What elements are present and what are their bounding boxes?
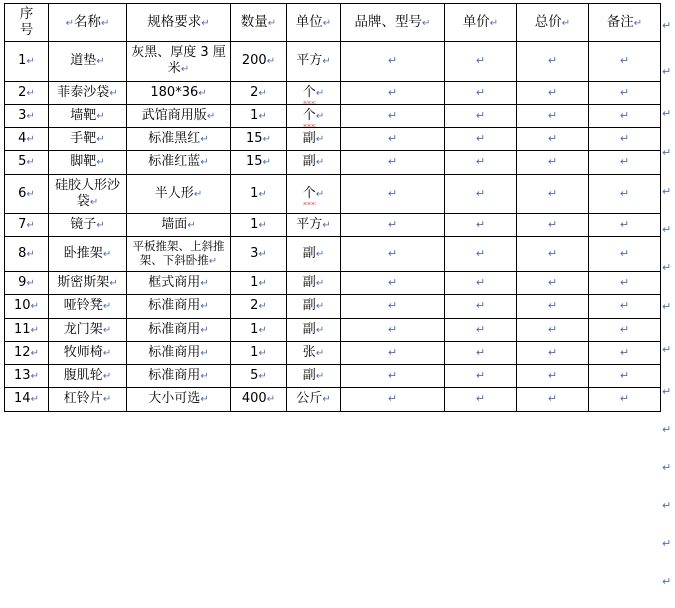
cell-spec: 标准商用↵: [127, 365, 231, 388]
cell-unit: 副↵: [287, 151, 341, 174]
table-row: [5, 388, 661, 411]
cell-spec: 标准黑红↵: [127, 128, 231, 151]
cell-index: 6↵: [5, 174, 49, 214]
table-row: [5, 237, 661, 272]
table-row: [5, 42, 661, 82]
cell-qty: 1↵: [231, 318, 287, 341]
column-header-brand: 品牌、型号↵: [341, 4, 445, 42]
cell-name: 脚靶↵: [49, 151, 127, 174]
cell-brand[interactable]: ↵: [341, 318, 445, 341]
cell-brand[interactable]: ↵: [341, 365, 445, 388]
table-row: [5, 272, 661, 295]
paragraph-mark: ↵: [101, 18, 110, 30]
cell-remark[interactable]: ↵: [589, 237, 661, 272]
cell-price[interactable]: ↵: [445, 237, 517, 272]
cell-total[interactable]: ↵: [517, 341, 589, 364]
column-header-remark: 备注↵: [589, 4, 661, 42]
cell-name: 杠铃片↵: [49, 388, 127, 411]
cell-unit: 公斤↵: [287, 388, 341, 411]
cell-unit: 平方↵: [287, 214, 341, 237]
cell-qty: 1↵: [231, 272, 287, 295]
cell-index: 8↵: [5, 237, 49, 272]
cell-unit: 副↵: [287, 272, 341, 295]
paragraph-mark: ↵: [422, 18, 431, 30]
cell-name: 斯密斯架↵: [49, 272, 127, 295]
cell-total[interactable]: ↵: [517, 104, 589, 127]
cell-qty: 15↵: [231, 128, 287, 151]
cell-total[interactable]: ↵: [517, 128, 589, 151]
cell-qty: 1↵: [231, 341, 287, 364]
column-header-name: ↵名称↵: [49, 4, 127, 42]
cell-qty: 200↵: [231, 42, 287, 82]
cell-total[interactable]: ↵: [517, 151, 589, 174]
cell-qty: 1↵: [231, 104, 287, 127]
cell-remark[interactable]: ↵: [589, 42, 661, 82]
cell-remark[interactable]: ↵: [589, 318, 661, 341]
cell-price[interactable]: ↵: [445, 81, 517, 104]
table-row: [5, 365, 661, 388]
table-row: [5, 341, 661, 364]
cell-index: 10↵: [5, 295, 49, 318]
cell-remark[interactable]: ↵: [589, 388, 661, 411]
cell-remark[interactable]: ↵: [589, 174, 661, 214]
cell-spec: 标准商用↵: [127, 318, 231, 341]
cell-total[interactable]: ↵: [517, 295, 589, 318]
cell-remark[interactable]: ↵: [589, 365, 661, 388]
column-header-qty: 数量↵: [231, 4, 287, 42]
cell-price[interactable]: ↵: [445, 295, 517, 318]
cell-unit: 张↵: [287, 341, 341, 364]
cell-price[interactable]: ↵: [445, 214, 517, 237]
cell-spec: 标准商用↵: [127, 341, 231, 364]
paragraph-mark: ↵: [267, 18, 277, 30]
cell-spec: 墙面↵: [127, 214, 231, 237]
table-row: [5, 295, 661, 318]
column-header-spec: 规格要求↵: [127, 4, 231, 42]
paragraph-mark: ↵: [561, 18, 571, 30]
cell-brand[interactable]: ↵: [341, 341, 445, 364]
cell-spec: 灰黑、厚度 3 厘米↵: [127, 42, 231, 82]
cell-price[interactable]: ↵: [445, 388, 517, 411]
cell-remark[interactable]: ↵: [589, 128, 661, 151]
cell-total[interactable]: ↵: [517, 42, 589, 82]
column-header-price: 单价↵: [445, 4, 517, 42]
cell-price[interactable]: ↵: [445, 128, 517, 151]
cell-index: 3↵: [5, 104, 49, 127]
table-row: [5, 214, 661, 237]
equipment-spec-table: [4, 3, 661, 412]
paragraph-mark: ↵: [322, 18, 332, 30]
cell-spec: 武馆商用版↵: [127, 104, 231, 127]
cell-unit: 副↵: [287, 318, 341, 341]
cell-spec: 标准红蓝↵: [127, 151, 231, 174]
cell-name: 龙门架↵: [49, 318, 127, 341]
cell-brand[interactable]: ↵: [341, 214, 445, 237]
cell-brand[interactable]: ↵: [341, 42, 445, 82]
cell-brand[interactable]: ↵: [341, 237, 445, 272]
cell-brand[interactable]: ↵: [341, 272, 445, 295]
paragraph-mark: ↵: [633, 18, 643, 30]
paragraph-mark: ↵: [489, 18, 499, 30]
cell-spec: 框式商用↵: [127, 272, 231, 295]
cell-index: 12↵: [5, 341, 49, 364]
cell-unit: 个↵: [287, 104, 341, 127]
cell-unit: 个↵: [287, 81, 341, 104]
column-header-index-line1: 序: [19, 6, 34, 22]
cell-price[interactable]: ↵: [445, 272, 517, 295]
cell-spec: 平板推架、上斜推架、下斜卧推↵: [127, 237, 231, 272]
table-row: [5, 81, 661, 104]
cell-total[interactable]: ↵: [517, 388, 589, 411]
cell-total[interactable]: ↵: [517, 81, 589, 104]
cell-total[interactable]: ↵: [517, 365, 589, 388]
cell-spec: 标准商用↵: [127, 295, 231, 318]
cell-qty: 1↵: [231, 174, 287, 214]
cell-qty: 3↵: [231, 237, 287, 272]
cell-brand[interactable]: ↵: [341, 151, 445, 174]
cell-name: 镜子↵: [49, 214, 127, 237]
cell-brand[interactable]: ↵: [341, 295, 445, 318]
column-header-index-line2: 号: [19, 21, 34, 38]
table-row: [5, 104, 661, 127]
cell-total[interactable]: ↵: [517, 214, 589, 237]
cell-spec: 半人形↵: [127, 174, 231, 214]
cell-qty: 1↵: [231, 214, 287, 237]
cell-brand[interactable]: ↵: [341, 174, 445, 214]
cell-index: 2↵: [5, 81, 49, 104]
cell-brand[interactable]: ↵: [341, 128, 445, 151]
cell-index: 4↵: [5, 128, 49, 151]
column-header-index: [5, 4, 49, 42]
cell-name: 硅胶人形沙袋↵: [49, 174, 127, 214]
cell-unit: 副↵: [287, 365, 341, 388]
cell-spec: 大小可选↵: [127, 388, 231, 411]
column-header-total: 总价↵: [517, 4, 589, 42]
cell-qty: 400↵: [231, 388, 287, 411]
cell-brand[interactable]: ↵: [341, 104, 445, 127]
cell-index: 9↵: [5, 272, 49, 295]
paragraph-mark: ↵: [201, 18, 210, 30]
cell-remark[interactable]: ↵: [589, 295, 661, 318]
cell-name: 卧推架↵: [49, 237, 127, 272]
cell-qty: 5↵: [231, 365, 287, 388]
cell-brand[interactable]: ↵: [341, 81, 445, 104]
cell-qty: 2↵: [231, 295, 287, 318]
cell-price[interactable]: ↵: [445, 365, 517, 388]
cell-name: 哑铃凳↵: [49, 295, 127, 318]
cell-qty: 15↵: [231, 151, 287, 174]
cell-index: 1↵: [5, 42, 49, 82]
cell-name: 道垫↵: [49, 42, 127, 82]
document-page: 序 号 ↵名称↵ 规格要求↵ 数量↵ 单位↵ 品牌、型号↵ 单价↵ 总价↵ 备注↵ 1↵ 道垫↵ 灰黑、厚度 3 厘米↵ 200↵ 平方↵ ↵ ↵ ↵ ↵ 2↵ 菲泰沙袋↵ 180*36↵ 2↵ 个↵ ↵ ↵ ↵ ↵ 3↵ 墙靶↵ 武馆商用版↵ 1↵ 个↵ ↵ ↵ ↵ ↵ 4↵ 手靶↵ 标准黑红↵ 15↵ 副↵ ↵ ↵ ↵ ↵ 5↵ 脚靶↵ 标准红蓝↵ 15↵ 副↵ ↵ ↵ ↵ ↵ 6↵ 硅胶人形沙袋↵ 半人形↵ 1↵ 个↵ ↵ ↵ ↵ ↵ 7↵ 镜子↵ 墙面↵ 1↵ 平方↵ ↵ ↵ ↵ ↵ 8↵ 卧推架↵ 平板推架、上斜推架、下斜卧推↵ 3↵ 副↵ ↵ ↵ ↵ ↵ 9↵ 斯密斯架↵ 框式商用↵ 1↵ 副↵ ↵ ↵ ↵ ↵ 10↵ 哑铃凳↵ 标准商用↵ 2↵ 副↵ ↵ ↵ ↵ ↵ 11↵ 龙门架↵ 标准商用↵ 1↵ 副↵ ↵ ↵ ↵ ↵ 12↵ 牧师椅↵ 标准商用↵ 1↵ 张↵ ↵ ↵ ↵ ↵ 13↵ 腹肌轮↵ 标准商用↵ 5↵ 副↵ ↵ ↵ ↵ ↵ 14↵ 杠铃片↵ 大小可选↵ 400↵ 公斤↵ ↵ ↵ ↵ ↵ ↵ ↵ ↵ ↵ ↵ ↵ ↵ ↵ ↵ ↵ ↵ ↵ ↵ ↵ ↵: [0, 3, 675, 608]
cell-remark[interactable]: ↵: [589, 104, 661, 127]
cell-index: 14↵: [5, 388, 49, 411]
cell-name: 手靶↵: [49, 128, 127, 151]
cell-price[interactable]: ↵: [445, 174, 517, 214]
paragraph-mark: ↵: [65, 18, 74, 30]
cell-name: 菲泰沙袋↵: [49, 81, 127, 104]
cell-remark[interactable]: ↵: [589, 81, 661, 104]
table-row: [5, 318, 661, 341]
cell-unit: 副↵: [287, 128, 341, 151]
cell-unit: 个↵: [287, 174, 341, 214]
cell-index: 7↵: [5, 214, 49, 237]
cell-total[interactable]: ↵: [517, 174, 589, 214]
table-row: [5, 151, 661, 174]
cell-remark[interactable]: ↵: [589, 272, 661, 295]
cell-brand[interactable]: ↵: [341, 388, 445, 411]
cell-total[interactable]: ↵: [517, 237, 589, 272]
cell-price[interactable]: ↵: [445, 318, 517, 341]
cell-index: 13↵: [5, 365, 49, 388]
table-row: [5, 128, 661, 151]
cell-unit: 平方↵: [287, 42, 341, 82]
cell-name: 腹肌轮↵: [49, 365, 127, 388]
cell-name: 牧师椅↵: [49, 341, 127, 364]
cell-unit: 副↵: [287, 237, 341, 272]
column-header-unit: 单位↵: [287, 4, 341, 42]
cell-qty: 2↵: [231, 81, 287, 104]
table-header-row: [5, 4, 661, 42]
cell-price[interactable]: ↵: [445, 104, 517, 127]
cell-name: 墙靶↵: [49, 104, 127, 127]
cell-remark[interactable]: ↵: [589, 151, 661, 174]
cell-index: 5↵: [5, 151, 49, 174]
cell-total[interactable]: ↵: [517, 318, 589, 341]
cell-index: 11↵: [5, 318, 49, 341]
cell-price[interactable]: ↵: [445, 151, 517, 174]
cell-total[interactable]: ↵: [517, 272, 589, 295]
table-row: [5, 174, 661, 214]
cell-unit: 副↵: [287, 295, 341, 318]
cell-price[interactable]: ↵: [445, 341, 517, 364]
cell-price[interactable]: ↵: [445, 42, 517, 82]
cell-remark[interactable]: ↵: [589, 341, 661, 364]
cell-remark[interactable]: ↵: [589, 214, 661, 237]
cell-spec: 180*36↵: [127, 81, 231, 104]
